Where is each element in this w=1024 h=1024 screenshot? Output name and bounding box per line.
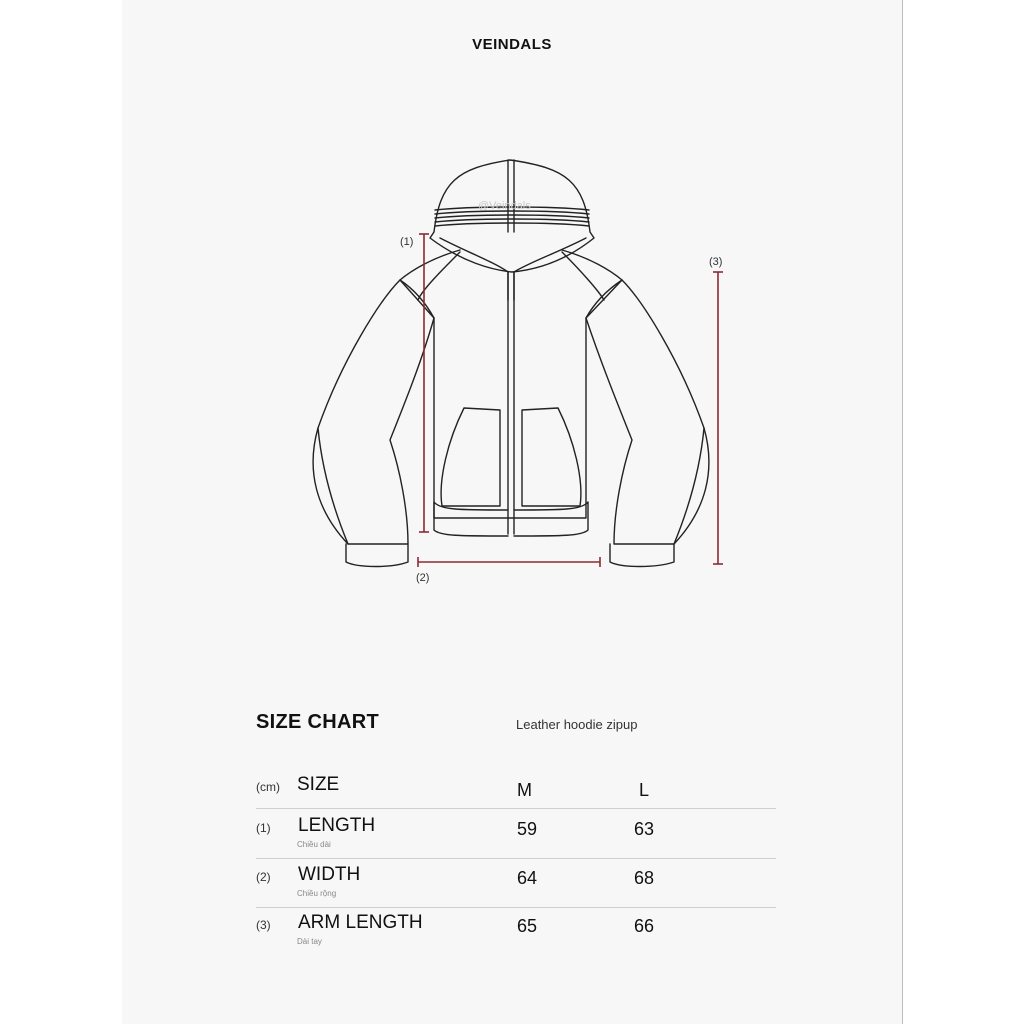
width-l-value: 68 xyxy=(634,868,655,888)
watermark: @Veindals xyxy=(478,200,531,212)
row-name: LENGTH xyxy=(298,815,376,836)
zipper xyxy=(508,272,514,534)
row-name: WIDTH xyxy=(298,864,361,885)
row-translation: Dài tay xyxy=(297,937,322,946)
unit-label: (cm) xyxy=(256,780,280,794)
hoodie-technical-sketch xyxy=(122,0,902,660)
width-label: (2) xyxy=(416,572,430,584)
size-header-label: SIZE xyxy=(297,774,340,795)
body-outline xyxy=(400,250,622,518)
table-row-length xyxy=(256,815,776,863)
row-divider xyxy=(256,808,776,809)
product-name: Leather hoodie zipup xyxy=(516,717,638,732)
row-translation: Chiều rộng xyxy=(297,889,337,898)
pocket-left xyxy=(441,408,500,506)
brand-logo: VEINDALS xyxy=(472,36,552,53)
cuff-right xyxy=(610,544,674,567)
row-code: (3) xyxy=(256,918,271,932)
cuff-left xyxy=(346,544,408,567)
length-m-value: 59 xyxy=(517,819,538,839)
length-l-value: 63 xyxy=(634,819,655,839)
row-name: ARM LENGTH xyxy=(298,912,423,933)
pocket-right xyxy=(522,408,581,506)
row-code: (1) xyxy=(256,821,271,835)
hood-center-seam xyxy=(508,160,514,232)
width-m-value: 64 xyxy=(517,868,538,888)
arm-length-m-value: 65 xyxy=(517,916,538,936)
row-divider xyxy=(256,858,776,859)
table-row-arm-length xyxy=(256,912,776,960)
size-chart-sheet xyxy=(122,0,903,1024)
row-translation: Chiều dài xyxy=(297,840,331,849)
sleeve-right xyxy=(586,280,709,544)
row-divider xyxy=(256,907,776,908)
waistband xyxy=(434,502,588,536)
size-chart-title: SIZE CHART xyxy=(256,711,379,733)
size-m-header: M xyxy=(517,780,532,800)
table-row-width xyxy=(256,864,776,912)
size-l-header: L xyxy=(639,780,650,800)
sleeve-left xyxy=(313,280,434,544)
row-code: (2) xyxy=(256,870,271,884)
hood-opening xyxy=(440,238,586,300)
length-label: (1) xyxy=(400,236,414,248)
arm-length-l-value: 66 xyxy=(634,916,655,936)
arm-length-label: (3) xyxy=(709,256,723,268)
